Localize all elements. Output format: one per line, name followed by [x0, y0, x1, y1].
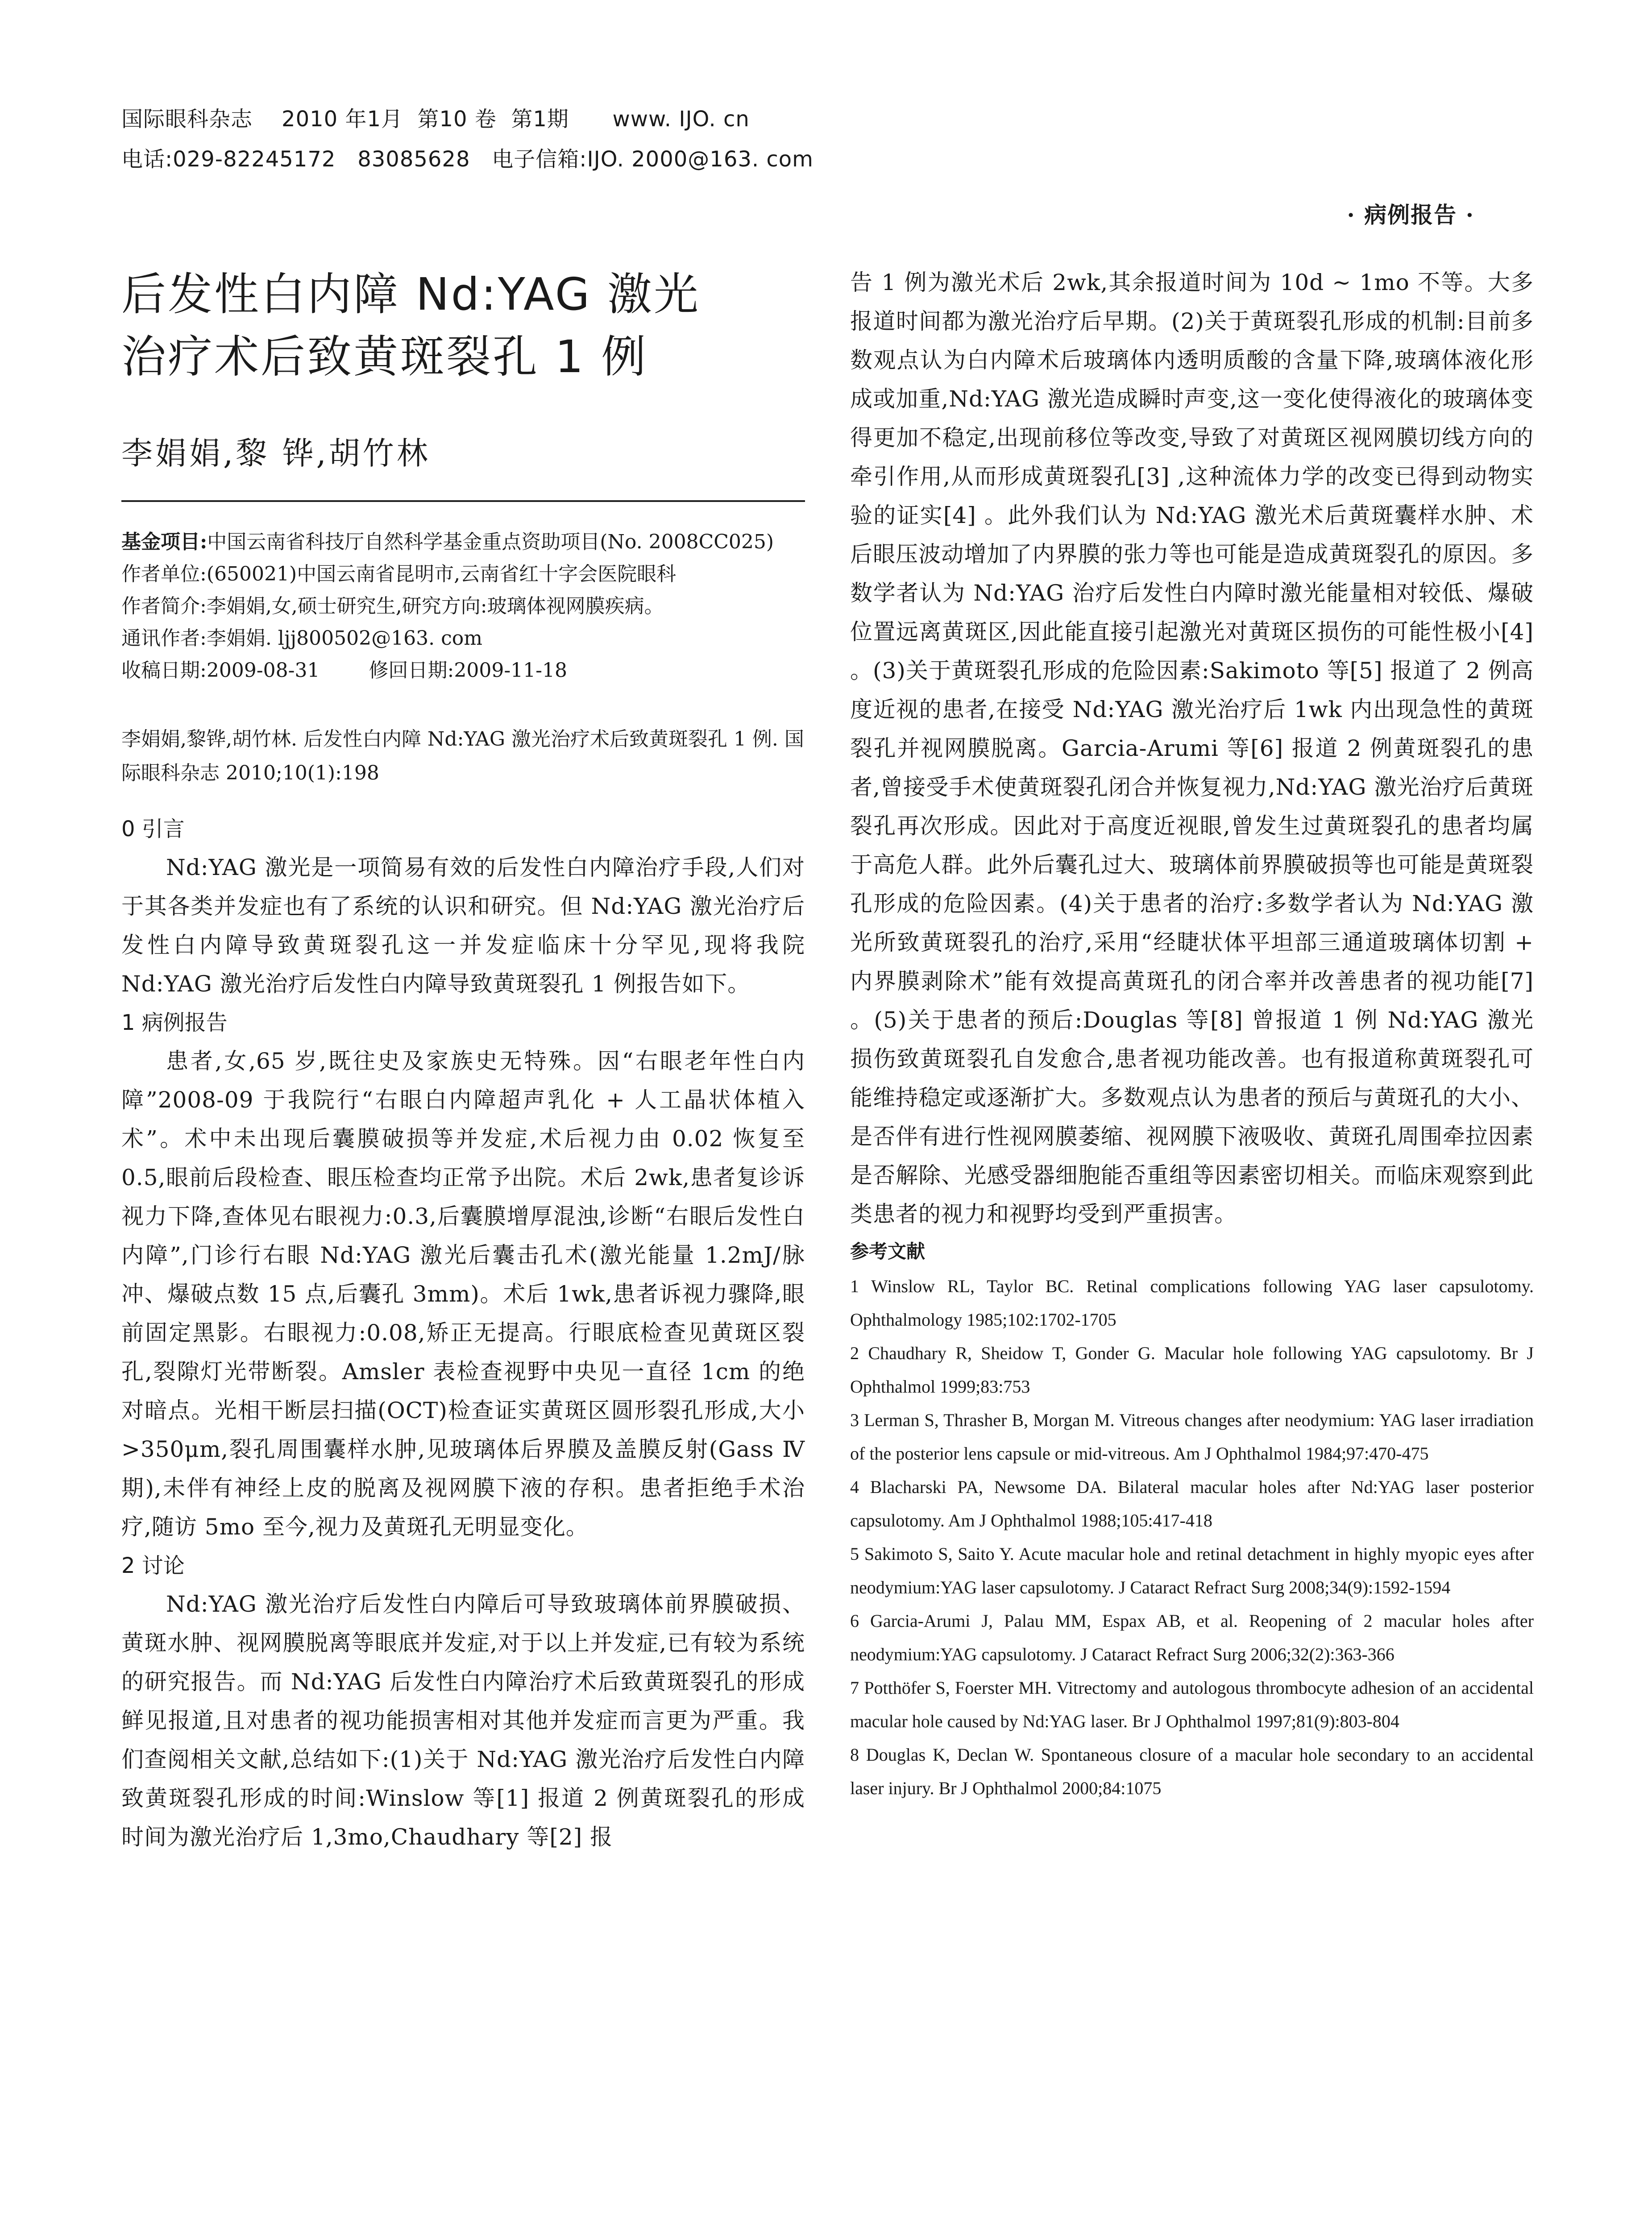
- case-heading: 1 病例报告: [121, 1010, 228, 1035]
- title-line-1: 后发性白内障 Nd:YAG 激光: [121, 268, 701, 320]
- discussion-heading: 2 讨论: [121, 1553, 185, 1578]
- reference-item: 2 Chaudhary R, Sheidow T, Gonder G. Macular hole following YAG capsulotomy. Br J Ophthalmol 1999;83:753: [850, 1343, 1534, 1397]
- reference-item: 6 Garcia-Arumi J, Palau MM, Espax AB, et al. Reopening of 2 macular holes after neodymium:YAG capsulotomy. J Cataract Refract Surg 2006;32(2):363-366: [850, 1611, 1534, 1664]
- revised-date: 修回日期:2009-11-18: [369, 659, 568, 682]
- received-date: 收稿日期:2009-08-31: [121, 659, 320, 682]
- author-bio: 作者简介:李娟娟,女,硕士研究生,研究方向:玻璃体视网膜疾病。: [121, 595, 664, 618]
- journal-header-line: 国际眼科杂志 2010 年1月 第10 卷 第1期 www. IJO. cn: [121, 107, 750, 132]
- fund-info: [121, 526, 805, 558]
- reference-item: 3 Lerman S, Thrasher B, Morgan M. Vitreous changes after neodymium: YAG laser irradiation of the posterior lens capsule or mid-vitreous. Am J Ophthalmol 1984;97:470-475: [850, 1410, 1534, 1464]
- references-heading: 参考文献: [850, 1240, 926, 1262]
- reference-item: 7 Potthöfer S, Foerster MH. Vitrectomy and autologous thrombocyte adhesion of an accidental macular hole caused by Nd:YAG laser. Br J Ophthalmol 1997;81(9):803-804: [850, 1678, 1534, 1731]
- corresponding-author: 通讯作者:李娟娟. ljj800502@163. com: [121, 627, 482, 650]
- case-paragraph: 患者,女,65 岁,既往史及家族史无特殊。因“右眼老年性白内障”2008-09 于我院行“右眼白内障超声乳化 + 人工晶状体植入术”。术中未出现后囊膜破损等并发症,术后视力由 0.02 恢复至 0.5,眼前后段检查、眼压检查均正常予出院。术后 2wk,患者复诊诉视力下降,查体见右眼视力:0.3,后囊膜增厚混浊,诊断“右眼后发性白内障”,门诊行右眼 Nd:YAG 激光后囊击孔术(激光能量 1.2mJ/脉冲、爆破点数 15 点,后囊孔 3mm)。术后 1wk,患者诉视力骤降,眼前固定黑影。右眼视力:0.08,矫正无提高。行眼底检查见黄斑区裂孔,裂隙灯光带断裂。Amsler 表检查视野中央见一直径 1cm 的绝对暗点。光相干断层扫描(OCT)检查证实黄斑区圆形裂孔形成,大小 >350μm,裂孔周围囊样水肿,见玻璃体后界膜及盖膜反射(Gass Ⅳ期),未伴有神经上皮的脱离及视网膜下液的存积。患者拒绝手术治疗,随访 5mo 至今,视力及黄斑孔无明显变化。: [121, 1048, 805, 1540]
- section-label: · 病例报告 ·: [1347, 202, 1474, 228]
- right-body: [850, 263, 1534, 1234]
- reference-item: 1 Winslow RL, Taylor BC. Retinal complications following YAG laser capsulotomy. Ophthalmology 1985;102:1702-1705: [850, 1276, 1534, 1330]
- reference-item: 5 Sakimoto S, Saito Y. Acute macular hole and retinal detachment in highly myopic eyes after neodymium:YAG laser capsulotomy. J Cataract Refract Surg 2008;34(9):1592-1594: [850, 1544, 1534, 1597]
- affiliation: 作者单位:(650021)中国云南省昆明市,云南省红十字会医院眼科: [121, 563, 677, 585]
- article-title: [121, 263, 805, 388]
- title-line-2: 治疗术后致黄斑裂孔 1 例: [121, 331, 648, 383]
- divider: [121, 500, 805, 502]
- fund-text: 中国云南省科技厅自然科学基金重点资助项目(No. 2008CC025): [207, 531, 774, 553]
- discussion-paragraph: Nd:YAG 激光治疗后发性白内障后可导致玻璃体前界膜破损、黄斑水肿、视网膜脱离等眼底并发症,对于以上并发症,已有较为系统的研究报告。而 Nd:YAG 后发性白内障治疗术后致黄斑裂孔的形成鲜见报道,且对患者的视功能损害相对其他并发症而言更为严重。我们查阅相关文献,总结如下:(1)关于 Nd:YAG 激光治疗后发性白内障致黄斑裂孔形成的时间:Winslow 等[1] 报道 2 例黄斑裂孔的形成时间为激光治疗后 1,3mo,Chaudhary 等[2] 报: [121, 1591, 805, 1850]
- discussion-continued: 告 1 例为激光术后 2wk,其余报道时间为 10d ~ 1mo 不等。大多报道时间都为激光治疗后早期。(2)关于黄斑裂孔形成的机制:目前多数观点认为白内障术后玻璃体内透明质酸的含量下降,玻璃体液化形成或加重,Nd:YAG 激光造成瞬时声变,这一变化使得液化的玻璃体变得更加不稳定,出现前移位等改变,导致了对黄斑区视网膜切线方向的牵引作用,从而形成黄斑裂孔[3] ,这种流体力学的改变已得到动物实验的证实[4] 。此外我们认为 Nd:YAG 激光术后黄斑囊样水肿、术后眼压波动增加了内界膜的张力等也可能是造成黄斑裂孔的原因。多数学者认为 Nd:YAG 治疗后发性白内障时激光能量相对较低、爆破位置远离黄斑区,因此能直接引起激光对黄斑区损伤的可能性极小[4] 。(3)关于黄斑裂孔形成的危险因素:Sakimoto 等[5] 报道了 2 例高度近视的患者,在接受 Nd:YAG 激光治疗后 1wk 内出现急性的黄斑裂孔并视网膜脱离。Garcia-Arumi 等[6] 报道 2 例黄斑裂孔的患者,曾接受手术使黄斑裂孔闭合并恢复视力,Nd:YAG 激光治疗后黄斑裂孔再次形成。因此对于高度近视眼,曾发生过黄斑裂孔的患者均属于高危人群。此外后囊孔过大、玻璃体前界膜破损等也可能是黄斑裂孔形成的危险因素。(4)关于患者的治疗:多数学者认为 Nd:YAG 激光所致黄斑裂孔的治疗,采用“经睫状体平坦部三通道玻璃体切割 + 内界膜剥除术”能有效提高黄斑孔的闭合率并改善患者的视功能[7] 。(5)关于患者的预后:Douglas 等[8] 曾报道 1 例 Nd:YAG 激光损伤致黄斑裂孔自发愈合,患者视功能改善。也有报道称黄斑裂孔可能维持稳定或逐渐扩大。多数观点认为患者的预后与黄斑孔的大小、是否伴有进行性视网膜萎缩、视网膜下液吸收、黄斑孔周围牵拉因素是否解除、光感受器细胞能否重组等因素密切相关。而临床观察到此类患者的视力和视野均受到严重损害。: [850, 270, 1534, 1227]
- authors: 李娟娟,黎 铧,胡竹林: [121, 435, 431, 472]
- left-column: [121, 263, 805, 1857]
- dates: [121, 655, 805, 687]
- citation: 李娟娟,黎铧,胡竹林. 后发性白内障 Nd:YAG 激光治疗术后致黄斑裂孔 1 例. 国际眼科杂志 2010;10(1):198: [121, 728, 804, 784]
- references-list: [850, 1269, 1534, 1805]
- fund-key: 基金项目:: [121, 531, 208, 553]
- reference-item: 4 Blacharski PA, Newsome DA. Bilateral macular holes after Nd:YAG laser posterior capsulotomy. Am J Ophthalmol 1988;105:417-418: [850, 1477, 1534, 1530]
- journal-contact-line: 电话:029-82245172 83085628 电子信箱:IJO. 2000@163. com: [121, 147, 814, 172]
- article-meta: [121, 526, 805, 687]
- intro-heading: 0 引言: [121, 817, 185, 842]
- right-column: [850, 263, 1534, 1805]
- reference-item: 8 Douglas K, Declan W. Spontaneous closure of a macular hole secondary to an accidental laser injury. Br J Ophthalmol 2000;84:1075: [850, 1745, 1534, 1798]
- intro-paragraph: Nd:YAG 激光是一项简易有效的后发性白内障治疗手段,人们对于其各类并发症也有了系统的认识和研究。但 Nd:YAG 激光治疗后发性白内障导致黄斑裂孔这一并发症临床十分罕见,现将我院 Nd:YAG 激光治疗后发性白内障导致黄斑裂孔 1 例报告如下。: [121, 854, 805, 997]
- left-body: [121, 810, 805, 1857]
